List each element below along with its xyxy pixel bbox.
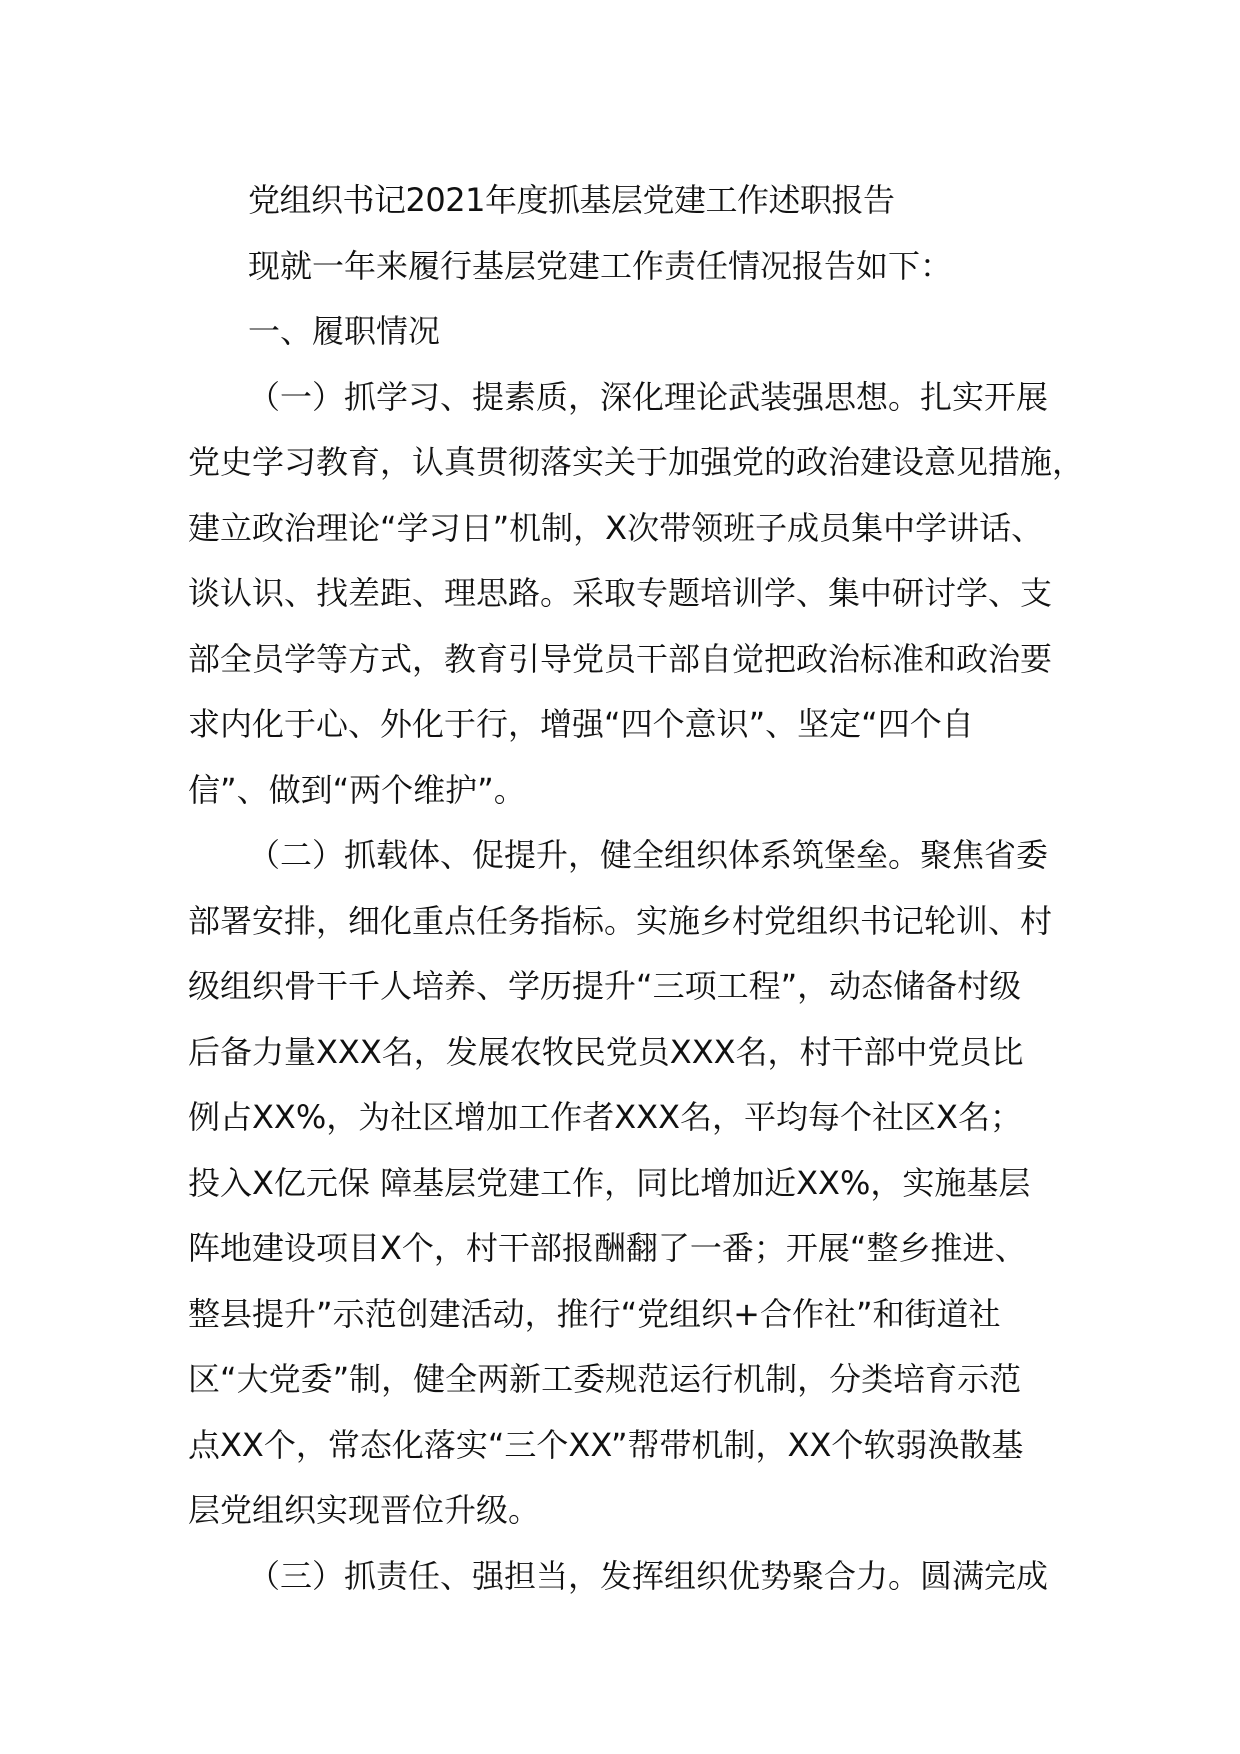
paragraph-line: 部全员学等方式，教育引导党员干部自觉把政治标准和政治要: [188, 639, 1053, 678]
paragraph-3: [188, 1544, 1088, 1610]
paragraph-line: 信”、做到“两个维护”。: [188, 770, 526, 809]
paragraph-line: 投入X亿元保 障基层党建工作，同比增加近XX%，实施基层: [188, 1163, 1031, 1202]
document-body: [188, 168, 1088, 1609]
paragraph-2: [188, 823, 1088, 1544]
section-heading: 一、履职情况: [248, 312, 441, 350]
paragraph-line: 部署安排，细化重点任务指标。实施乡村党组织书记轮训、村: [188, 901, 1053, 940]
paragraph-line: 点XX个，常态化落实“三个XX”帮带机制，XX个软弱涣散基: [188, 1425, 1024, 1464]
paragraph-1: [188, 365, 1088, 824]
paragraph-line: （一）抓学习、提素质，深化理论武装强思想。扎实开展: [248, 377, 1049, 416]
document-title: 党组织书记2021年度抓基层党建工作述职报告: [248, 181, 895, 219]
paragraph-line: 区“大党委”制，健全两新工委规范运行机制，分类培育示范: [188, 1360, 1022, 1398]
paragraph-line: 党史学习教育，认真贯彻落实关于加强党的政治建设意见措施，: [188, 443, 1085, 481]
paragraph-line: 谈认识、找差距、理思路。采取专题培训学、集中研讨学、支: [188, 574, 1053, 612]
paragraph-line: 后备力量XXX名，发展农牧民党员XXX名，村干部中党员比: [188, 1032, 1024, 1071]
paragraph-line: 阵地建设项目X个，村干部报酬翻了一番；开展“整乡推进、: [188, 1229, 1027, 1267]
paragraph-line: 层党组织实现晋位升级。: [188, 1491, 541, 1529]
paragraph-line: 级组织骨干千人培养、学历提升“三项工程”，动态储备村级: [188, 967, 1022, 1005]
paragraph-line: （二）抓载体、促提升，健全组织体系筑堡垒。聚焦省委: [248, 836, 1049, 874]
paragraph-line: 整县提升”示范创建活动，推行“党组织+合作社”和街道社: [188, 1294, 1001, 1333]
paragraph-line: （三）抓责任、强担当，发挥组织优势聚合力。圆满完成: [248, 1556, 1049, 1595]
paragraph-line: 例占XX%，为社区增加工作者XXX名，平均每个社区X名；: [188, 1098, 1022, 1136]
paragraph-line: 建立政治理论“学习日”机制，X次带领班子成员集中学讲话、: [188, 508, 1044, 547]
intro-line: 现就一年来履行基层党建工作责任情况报告如下：: [248, 246, 953, 285]
paragraph-line: 求内化于心、外化于行，增强“四个意识”、坚定“四个自: [188, 705, 974, 743]
